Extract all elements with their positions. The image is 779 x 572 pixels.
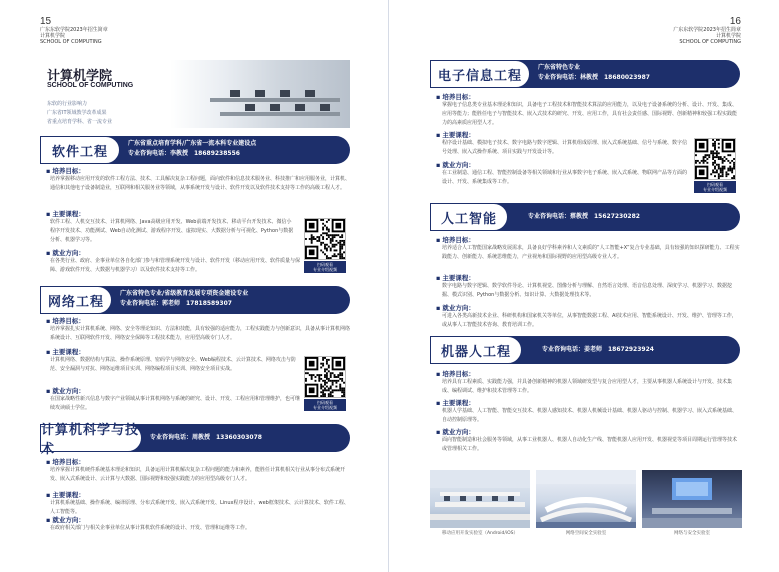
- major-banner: [40, 423, 350, 457]
- header-line: 广东东软学院2023年招生简章: [673, 27, 741, 33]
- major-contact: 专业咨询电话：蔡教授 15627230282: [528, 213, 640, 220]
- lab-photo-security: [536, 470, 636, 528]
- major-title: 机器人工程: [440, 344, 511, 360]
- computer-lab-photo: [170, 60, 350, 128]
- major-contact: 专业咨询电话：李教授 18689238556: [128, 150, 240, 157]
- lab-photo-mobile: [430, 470, 530, 528]
- major-title-pill: [430, 336, 522, 364]
- major-computer-science: [40, 424, 350, 544]
- section-heading: ▪ 培养目标：: [46, 166, 85, 175]
- desk-row: [220, 112, 340, 116]
- college-name-en: SCHOOL OF COMPUTING: [47, 82, 134, 89]
- section-heading: ▪ 主要课程：: [436, 398, 475, 407]
- right-page: [390, 0, 779, 572]
- qr-caption-line: 扫码观看: [317, 262, 333, 267]
- section-heading: ▪ 就业方向：: [46, 248, 85, 257]
- qr-caption-line: 扫码观看: [707, 182, 723, 187]
- major-artificial-intelligence: [430, 203, 740, 333]
- qr-code[interactable]: [304, 356, 346, 411]
- qr-caption-line: 专业介绍视频: [313, 405, 337, 410]
- section-text: 在工业制造、通信工程、智能控制设备等相关领域和行业从事数字电子系统、嵌入式系统、物联网产品等方面的设计、开发、系统集成等工作。: [442, 170, 688, 185]
- college-desc-line: 广东省IT领域教学改革成果: [47, 110, 107, 116]
- section-text: 培养适合人工智能国家战略发展需求，具备良好学科素养和人文素质的“人工智能+X”复合专业基础，具有较强的知识探研能力、工程实践能力、创新能力、系统思维能力，产业视角和国际视野的应用型高级专业人才。: [442, 245, 740, 260]
- qr-code-image: [304, 356, 346, 398]
- section-heading: ▪ 培养目标：: [46, 457, 85, 466]
- section-text: 程序设计基础、模拟电子技术、数字电路与数字逻辑、计算机组成原理、嵌入式系统基础、信号与系统、数字信号处理、嵌入式操作系统、项目实践与开发设计等。: [442, 140, 688, 155]
- college-description: [47, 100, 112, 127]
- qr-code-image: [694, 138, 736, 180]
- college-desc-line: 省重点培育学科、省一流专业: [47, 119, 113, 125]
- monitor: [255, 90, 265, 97]
- lab-photo-drawing: [536, 470, 636, 528]
- major-banner: [430, 336, 740, 364]
- major-banner: [40, 286, 350, 314]
- desk-row: [210, 98, 340, 102]
- section-heading: ▪ 主要课程：: [46, 347, 85, 356]
- lab-photo-caption: 移动应用开发实验室（Android/iOS）: [441, 531, 519, 536]
- section-heading: ▪ 就业方向：: [46, 515, 85, 524]
- major-title: 网络工程: [47, 294, 104, 310]
- left-page: [0, 0, 389, 572]
- major-software-engineering: [40, 136, 350, 286]
- section-heading: ▪ 就业方向：: [436, 303, 475, 312]
- major-info-line: 广东省重点培育学科/广东省一流本科专业建设点: [128, 140, 257, 147]
- section-heading: ▪ 主要课程：: [46, 209, 85, 218]
- qr-caption: [304, 399, 346, 411]
- qr-caption: [304, 261, 346, 273]
- section-text: 培养掌握扎实计算机系统、网络、安全等理论知识、方法和技能，具有较强的适应能力，工程实践能力与创新意识，具备从事计算机网络系统设计、互联网软件开发、网络安全保障等工程技术能力，应用型高级专门人才。: [50, 326, 351, 341]
- monitor: [305, 90, 315, 97]
- college-desc-line: 东软的行业影响力: [47, 101, 88, 107]
- major-info: [120, 289, 248, 309]
- qr-caption-line: 专业介绍视频: [313, 267, 337, 272]
- major-title: 人工智能: [440, 211, 497, 227]
- major-title: 软件工程: [51, 144, 108, 160]
- monitor: [295, 104, 305, 111]
- page-header: [40, 27, 108, 45]
- major-contact: 专业咨询电话：郭老师 17818589307: [120, 300, 232, 307]
- page-number: 16: [729, 16, 741, 27]
- major-info: [128, 139, 256, 159]
- section-heading: ▪ 主要课程：: [436, 130, 475, 139]
- section-heading: ▪ 就业方向：: [436, 160, 475, 169]
- lab-photo-caption: 网络空间安全实验室: [565, 531, 607, 536]
- header-line: 计算机学院: [715, 33, 741, 39]
- major-info-line: 广东省特色专业: [538, 64, 581, 71]
- page-number: 15: [40, 16, 52, 27]
- section-heading: ▪ 就业方向：: [46, 386, 85, 395]
- major-banner: [430, 60, 740, 88]
- section-heading: ▪ 培养目标：: [436, 92, 475, 101]
- section-text: 可进入各类高新技术企业、科研机构和国家机关等单位，从事智能数据工程、AI技术应用、智能系统设计、开发、维护、管理等工作，或从事人工智能技术咨询、教育培训工作。: [442, 313, 737, 328]
- qr-caption: [694, 181, 736, 193]
- section-text: 软件工程、人机交互技术、计算机网络、Java高级应用开发、Web前端开发技术、移动平台开发技术、微信小程序开发技术、功能测试、Web自动化测试、游戏程序开发、虚拟现实、大数据分析与可视化、Python与数据分析、机器学习等。: [50, 219, 294, 243]
- lab-photo-drawing: [430, 470, 530, 528]
- monitor: [320, 104, 330, 111]
- section-text: 培养掌握计算机硬件系统基本理论和知识，具备运用计算机解决复杂工程问题的能力和素养，能胜任计算机相关行业从事分布式系统开发、嵌入式系统设计、云计算与大数据、国际视野和较强实践能力的应用型高级专门人才。: [50, 467, 346, 482]
- header-line: SCHOOL OF COMPUTING: [40, 39, 102, 45]
- section-text: 培养掌握移动应用开发的软件工程方法、技术、工具解决复杂工程问题，面向软件和信息技术服务业、科技推广和应用服务业，计算机、通信和其他电子设备制造业，互联网和相关服务业等领域，从事系统开发与设计、软件开发以及软件技术支持等工作的高级工程人才。: [50, 176, 351, 191]
- college-intro: [40, 60, 350, 130]
- major-title-pill: [40, 423, 142, 457]
- major-title-pill: [40, 136, 120, 164]
- major-title: 电子信息工程: [437, 68, 522, 84]
- major-info: [528, 212, 640, 222]
- major-banner: [40, 136, 350, 164]
- qr-code[interactable]: [304, 218, 346, 273]
- major-network-engineering: [40, 286, 350, 426]
- major-info: [538, 63, 650, 83]
- section-text: 机器人学基础、人工智能、智能交互技术、机器人感知技术、机器人机械设计基础、机器人驱动与控制、机器学习、嵌入式系统基础、自动控制原理等。: [442, 408, 738, 423]
- header-line: 广东东软学院2023年招生简章: [40, 27, 108, 33]
- college-name: 计算机学院: [47, 69, 113, 84]
- header-line: SCHOOL OF COMPUTING: [679, 39, 741, 45]
- monitor: [270, 104, 280, 111]
- section-heading: ▪ 培养目标：: [436, 235, 475, 244]
- major-banner: [430, 203, 740, 231]
- page-header: [673, 27, 741, 45]
- section-text: 在国家战略性新兴信息与数字产业领域从事计算机网络与系统的研究、设计、开发、工程应用和管理维护，也可继续攻读硕士学位。: [50, 396, 301, 411]
- section-heading: ▪ 就业方向：: [436, 427, 475, 436]
- section-text: 在各类行业、政府、企事业单位各自化部门参与和管理系统开发与设计、软件开发（移动应用开发、软件质量与保障、游戏软件开发、大数据与机器学习）以及软件技术支持等工作。: [50, 258, 301, 273]
- major-title-pill: [40, 286, 112, 314]
- section-heading: ▪ 培养目标：: [46, 316, 85, 325]
- section-text: 面向智能制造和社会服务等领域，从事工业机器人、机器人自动化生产线、智能机器人应用开发、机器视觉等项目周期运行管理等技术或管理相关工作。: [442, 437, 738, 452]
- monitor: [280, 90, 290, 97]
- section-heading: ▪ 主要课程：: [436, 273, 475, 282]
- qr-code-image: [304, 218, 346, 260]
- major-robotics-engineering: [430, 336, 740, 466]
- major-electronic-information: [430, 60, 740, 200]
- qr-code[interactable]: [694, 138, 736, 193]
- major-title-pill: [430, 60, 530, 88]
- lab-photo-caption: 网络与安全实验室: [674, 531, 710, 536]
- major-title: 计算机科学与技术: [41, 423, 140, 457]
- major-contact: 专业咨询电话：姜老师 18672923924: [542, 346, 654, 353]
- lab-photo-network: [642, 470, 742, 528]
- section-text: 计算机系统基础、操作系统、编译原理、分布式系统开发、嵌入式系统开发、Linux程序设计、web框架技术、云计算技术、软件工程、人工智能等。: [50, 500, 349, 515]
- section-heading: ▪ 培养目标：: [436, 369, 475, 378]
- monitor: [245, 104, 255, 111]
- section-text: 掌握电子信息类专业基本理论和知识，具备电子工程技术和智能技术算法的应用能力，以及电子设备系统的分析、设计、开发、集成、应用等能力；能胜任电子与智能技术、嵌入式技术的研究、开发、应用工作，具有社会责任感、国际视野、创新精神和较强工程实践能力的高素质应用型人才。: [442, 102, 738, 126]
- major-contact: 专业咨询电话：周教授 13360303078: [150, 434, 262, 441]
- qr-caption-line: 扫码观看: [317, 400, 333, 405]
- lab-photos: [430, 470, 745, 540]
- major-title-pill: [430, 203, 508, 231]
- major-info: [542, 345, 654, 355]
- major-contact: 专业咨询电话：林教授 18680023987: [538, 74, 650, 81]
- monitor: [230, 90, 240, 97]
- qr-caption-line: 专业介绍视频: [703, 187, 727, 192]
- section-text: 数字电路与数字逻辑、数学软件导论、计算机视觉、图像分析与理解、自然语言处理、语音信息处理、深度学习、机器学习、数据挖掘、模式识别、Python与数据分析、知识计算、大数据处理技术等。: [442, 283, 733, 298]
- lab-photo-drawing: [642, 470, 742, 528]
- section-text: 计算机网络、数据结构与算法、操作系统原理、密码学与网络安全、Web编程技术、云计算技术、网络攻击与防范、安全漏洞与对抗、网络运维项目实训、网络编程项目实训、网络安全项目实战。: [50, 357, 296, 372]
- header-line: 计算机学院: [40, 33, 66, 39]
- section-text: 培养具有工程素质、实践能力强，并具备创新精神的机器人领域研发型与复合应用型人才，主要从事机器人系统设计与开发、技术集成、编程调试、维护和技术管理等工作。: [442, 379, 733, 394]
- major-info: [150, 433, 262, 443]
- major-info-line: 广东省特色专业/省级教育发展专项资金建设专业: [120, 290, 249, 297]
- section-heading: ▪ 主要课程：: [46, 490, 85, 499]
- section-text: 在政府相关部门与相关企事业单位从事计算机软件系统的设计、开发、管理和运维等工作。: [50, 525, 251, 531]
